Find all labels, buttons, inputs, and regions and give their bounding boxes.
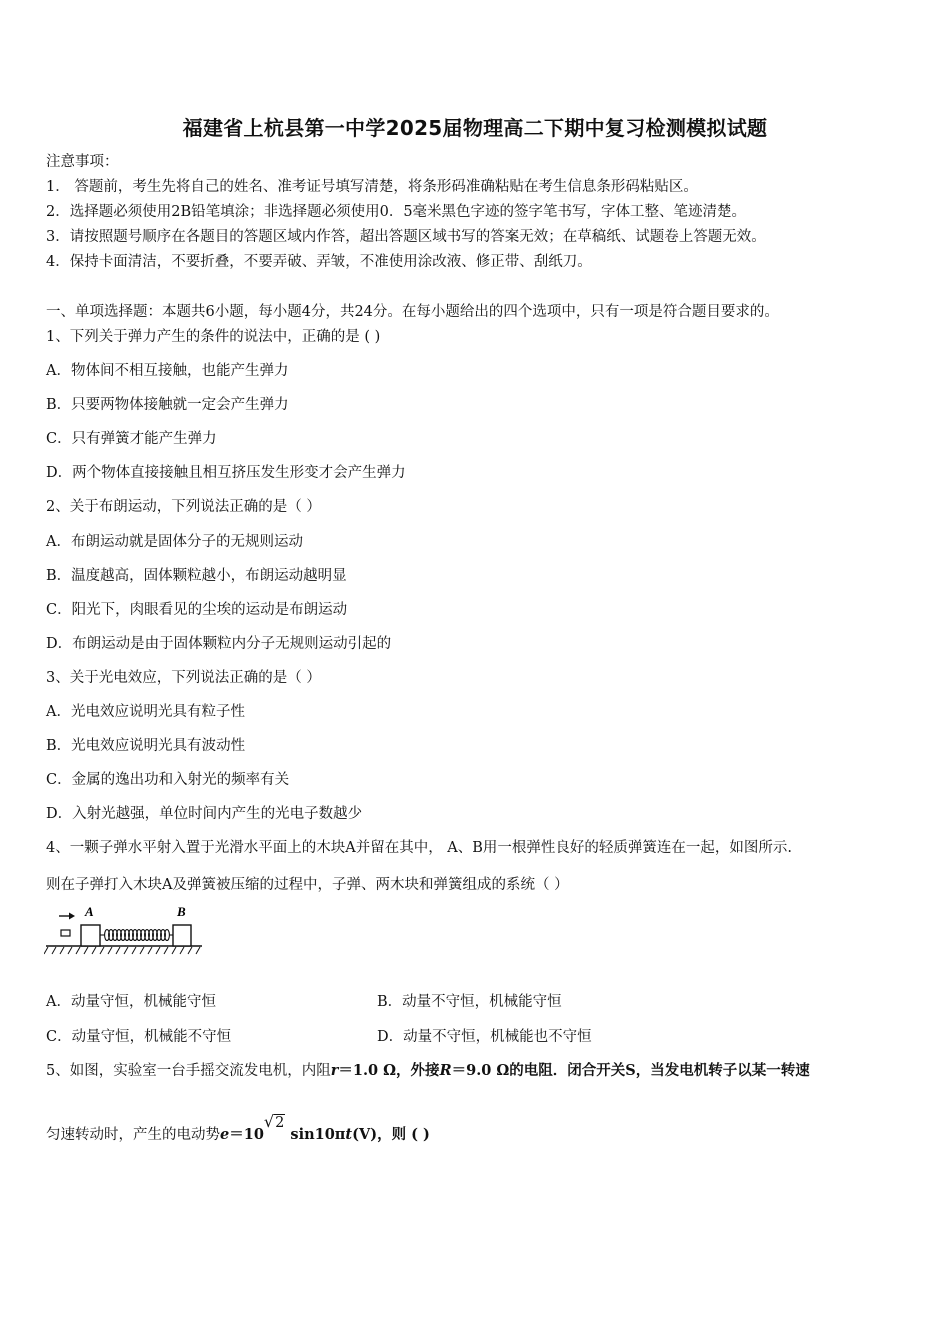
q5-text: 5、如图，实验室一台手摇交流发电机，内阻 (46, 1063, 331, 1079)
q2-option-c: C．阳光下，肉眼看见的尘埃的运动是布朗运动 (46, 602, 348, 618)
q5-text: 匀速转动时，产生的电动势 (46, 1127, 220, 1143)
q3-option-c: C．金属的逸出功和入射光的频率有关 (46, 772, 290, 788)
q5-var-R: R (439, 1062, 452, 1079)
section-heading: 一、单项选择题：本题共6小题，每小题4分，共24分。在每小题给出的四个选项中，只有一项是符合题目要求的。 (46, 304, 779, 320)
spring-block-diagram (44, 904, 204, 960)
q1-option-d: D．两个物体直接接触且相互挤压发生形变才会产生弹力 (46, 465, 406, 481)
notice-item: 3．请按照题号顺序在各题目的答题区域内作答，超出答题区域书写的答案无效；在草稿纸、试题卷上答题无效。 (46, 229, 766, 245)
question-4-stem-line2: 则在子弹打入木块A及弹簧被压缩的过程中，子弹、两木块和弹簧组成的系统（ ） (46, 877, 569, 893)
question-2-stem: 2、关于布朗运动，下列说法正确的是（ ） (46, 499, 321, 515)
q1-option-a: A．物体间不相互接触，也能产生弹力 (46, 363, 289, 379)
q5-text: ＝9.0 Ω的电阻．闭合开关S，当发电机转子以某一转速 (451, 1062, 810, 1079)
question-4-stem-line1: 4、一颗子弹水平射入置于光滑水平面上的木块A并留在其中， A、B用一根弹性良好的轻质弹簧连在一起，如图所示. (46, 840, 793, 856)
q5-text: (V)，则 ( ) (352, 1126, 430, 1143)
sqrt-expression (263, 1112, 285, 1131)
q5-text: ＝10 (229, 1126, 264, 1143)
q1-option-c: C．只有弹簧才能产生弹力 (46, 431, 217, 447)
block-a (81, 925, 100, 946)
block-a-label: A (85, 904, 94, 919)
velocity-arrow-head (69, 913, 75, 920)
spring (100, 930, 173, 941)
ground-hatch (44, 947, 200, 954)
q3-option-b: B．光电效应说明光具有波动性 (46, 738, 246, 754)
block-b-label: B (177, 904, 186, 919)
page-title: 福建省上杭县第一中学2025届物理高二下期中复习检测模拟试题 (182, 116, 768, 140)
q4-option-b: B．动量不守恒，机械能守恒 (377, 994, 562, 1010)
sqrt-sign: √ (263, 1112, 275, 1131)
question-5-stem-line1 (46, 1061, 810, 1081)
q4-option-a: A．动量守恒，机械能守恒 (46, 994, 216, 1010)
q5-var-t: t (345, 1126, 353, 1143)
bullet (61, 930, 70, 936)
q3-option-d: D．入射光越强，单位时间内产生的光电子数越少 (46, 806, 363, 822)
q5-text: ＝1.0 Ω，外接 (338, 1062, 440, 1079)
q1-option-b: B．只要两物体接触就一定会产生弹力 (46, 397, 289, 413)
notice-item: 1． 答题前，考生先将自己的姓名、准考证号填写清楚，将条形码准确粘贴在考生信息条形码粘贴区。 (46, 179, 698, 195)
q5-var-e: e (220, 1126, 230, 1143)
question-5-stem-line2 (46, 1112, 430, 1145)
sqrt-radicand: 2 (275, 1115, 285, 1131)
notice-item: 4．保持卡面清洁，不要折叠，不要弄破、弄皱，不准使用涂改液、修正带、刮纸刀。 (46, 254, 592, 270)
q5-var-r: r (330, 1062, 339, 1079)
question-3-stem: 3、关于光电效应，下列说法正确的是（ ） (46, 670, 321, 686)
question-1-stem: 1、下列关于弹力产生的条件的说法中，正确的是 ( ) (46, 329, 381, 345)
q4-option-d: D．动量不守恒，机械能也不守恒 (377, 1029, 592, 1045)
block-b (173, 925, 191, 946)
notice-item: 2．选择题必须使用2B铅笔填涂；非选择题必须使用0．5毫米黑色字迹的签字笔书写，字体工整、笔迹清楚。 (46, 204, 747, 220)
q3-option-a: A．光电效应说明光具有粒子性 (46, 704, 245, 720)
q2-option-a: A．布朗运动就是固体分子的无规则运动 (46, 534, 303, 550)
q2-option-b: B．温度越高，固体颗粒越小，布朗运动越明显 (46, 568, 347, 584)
q2-option-d: D．布朗运动是由于固体颗粒内分子无规则运动引起的 (46, 636, 392, 652)
notice-heading: 注意事项： (46, 154, 119, 170)
q5-text: sin10π (285, 1126, 346, 1143)
q4-option-c: C．动量守恒，机械能不守恒 (46, 1029, 232, 1045)
